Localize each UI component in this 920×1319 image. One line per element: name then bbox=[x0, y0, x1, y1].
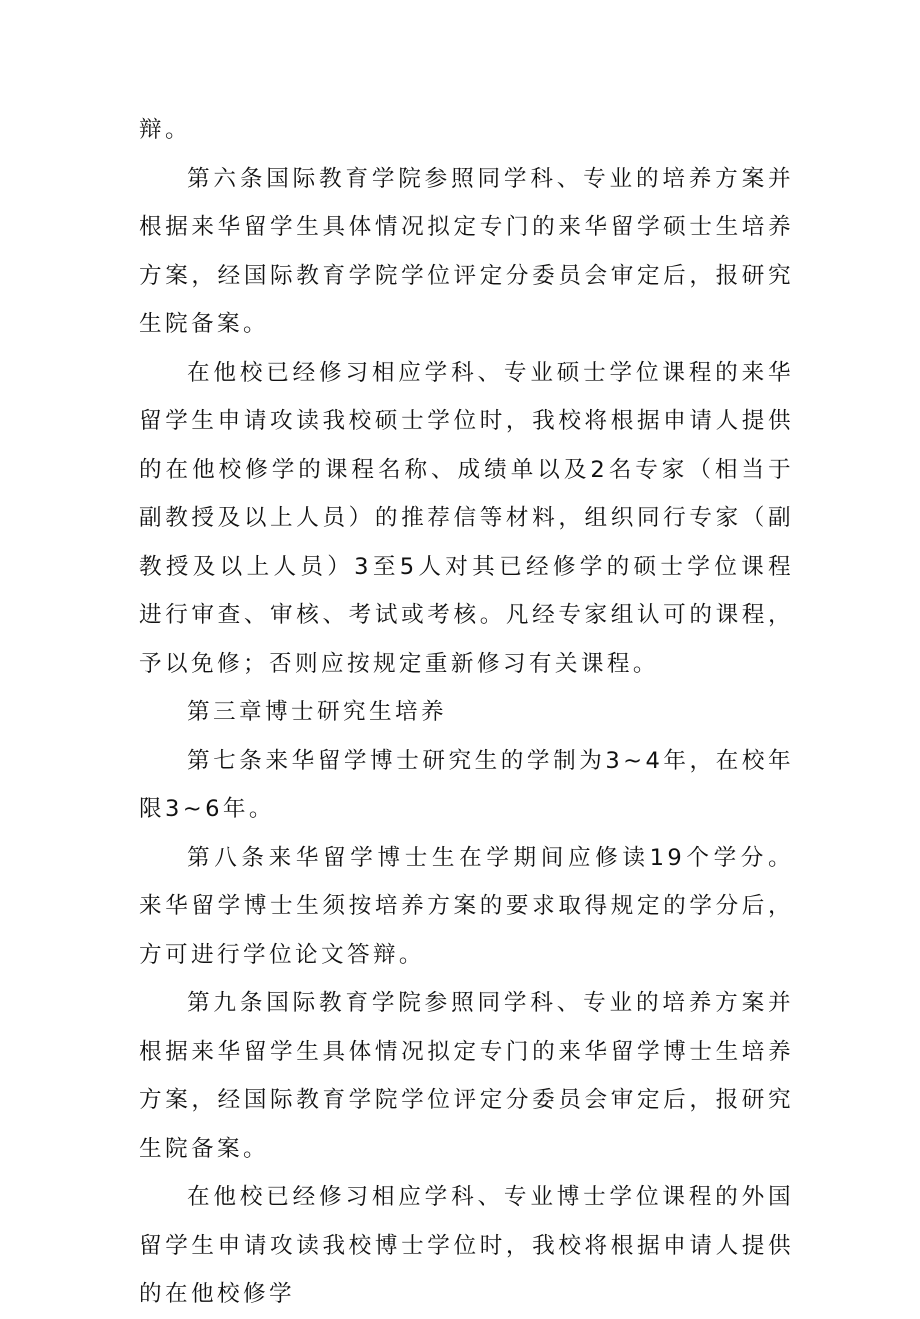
paragraph-course-exemption-masters: 在他校已经修习相应学科、专业硕士学位课程的来华留学生申请攻读我校硕士学位时，我校将根据申请人提供的在他校修学的课程名称、成绩单以及2名专家（相当于副教授及以上人员）的推荐信等材料，组织同行专家（副教授及以上人员）3至5人对其已经修学的硕士学位课程进行审查、审核、考试或考核。凡经专家组认可的课程，予以免修；否则应按规定重新修习有关课程。 bbox=[139, 359, 794, 677]
paragraph-article-9: 第九条国际教育学院参照同学科、专业的培养方案并根据来华留学生具体情况拟定专门的来华留学博士生培养方案，经国际教育学院学位评定分委员会审定后，报研究生院备案。 bbox=[139, 990, 794, 1162]
paragraph-article-8: 第八条来华留学博士生在学期间应修读19个学分。来华留学博士生须按培养方案的要求取得规定的学分后，方可进行学位论文答辩。 bbox=[139, 844, 794, 968]
document-body bbox=[139, 106, 794, 1319]
paragraph-course-exemption-doctoral: 在他校已经修习相应学科、专业博士学位课程的外国留学生申请攻读我校博士学位时，我校将根据申请人提供的在他校修学 bbox=[139, 1184, 794, 1307]
paragraph-article-7: 第七条来华留学博士研究生的学制为3~4年，在校年限3~6年。 bbox=[139, 747, 794, 822]
paragraph-article-6: 第六条国际教育学院参照同学科、专业的培养方案并根据来华留学生具体情况拟定专门的来华留学硕士生培养方案，经国际教育学院学位评定分委员会审定后，报研究生院备案。 bbox=[139, 165, 794, 337]
chapter-heading: 第三章博士研究生培养 bbox=[187, 699, 447, 725]
paragraph-continuation: 辩。 bbox=[139, 117, 191, 143]
